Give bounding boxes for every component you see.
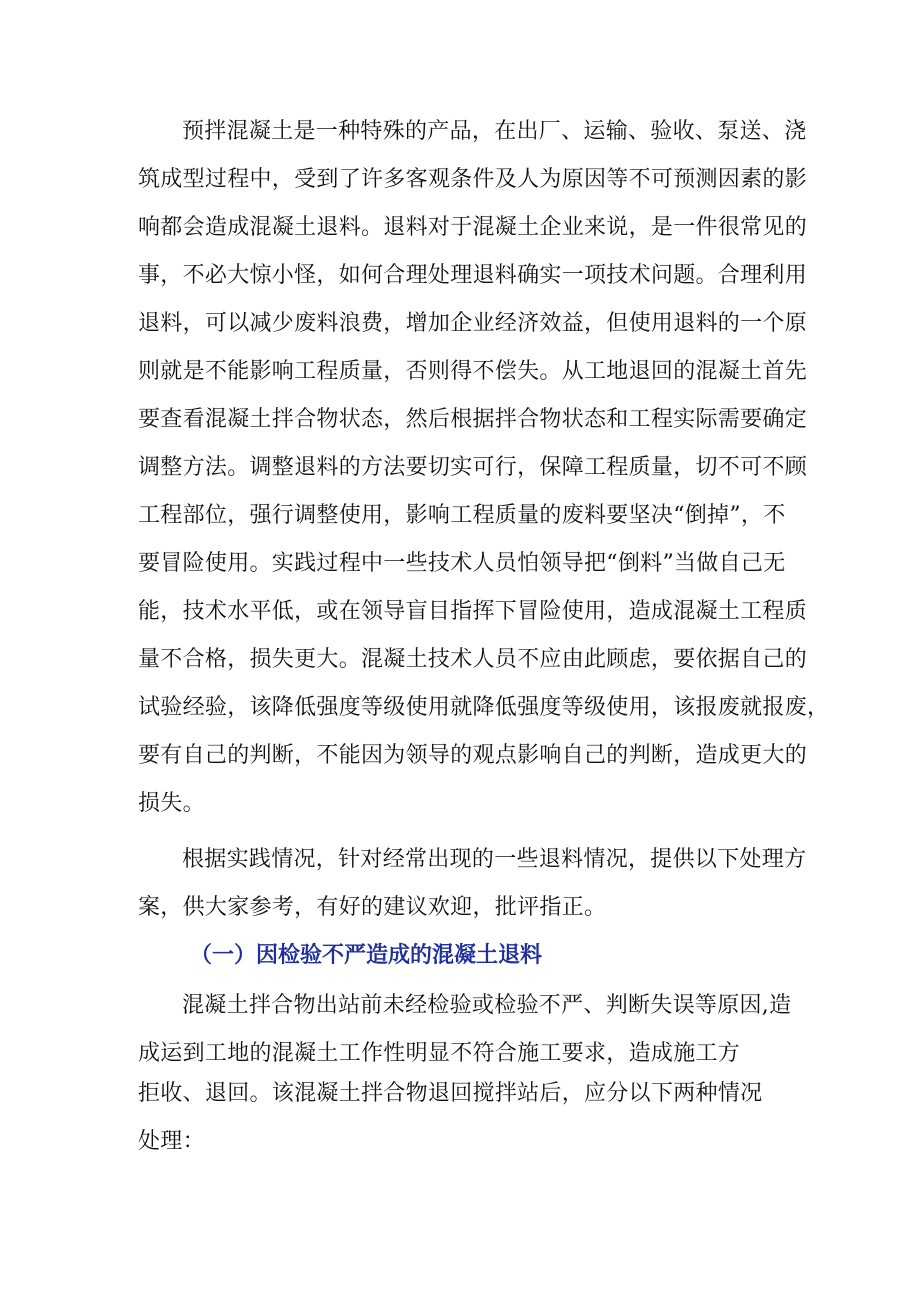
section-heading: （一）因检验不严造成的混凝土退料 <box>190 943 543 968</box>
text-line: 根据实践情况，针对经常出现的一些退料情况，提供以下处理方 <box>182 847 807 872</box>
text-line: 处理： <box>138 1129 205 1154</box>
text-line: 试验经验，该降低强度等级使用就降低强度等级使用，该报废就报废， <box>138 695 830 720</box>
text-line: 退料，可以减少废料浪费，增加企业经济效益，但使用退料的一个原 <box>138 311 808 336</box>
text-line: 要冒险使用。实践过程中一些技术人员怕领导把“倒料”当做自己无 <box>138 551 786 576</box>
text-line: 调整方法。调整退料的方法要切实可行，保障工程质量，切不可不顾 <box>138 455 808 480</box>
text-line: 预拌混凝土是一种特殊的产品，在出厂、运输、验收、泵送、浇 <box>182 119 807 144</box>
text-line: 工程部位，强行调整使用，影响工程质量的废料要坚决“倒掉”，不 <box>138 503 786 528</box>
text-line: 要有自己的判断，不能因为领导的观点影响自己的判断，造成更大的 <box>138 743 808 768</box>
text-line: 能，技术水平低，或在领导盲目指挥下冒险使用，造成混凝土工程质 <box>138 599 808 624</box>
text-line: 损失。 <box>138 791 205 816</box>
text-line: 案，供大家参考，有好的建议欢迎，批评指正。 <box>138 895 607 920</box>
text-line: 要查看混凝土拌合物状态，然后根据拌合物状态和工程实际需要确定 <box>138 407 808 432</box>
text-line: 混凝土拌合物出站前未经检验或检验不严、判断失误等原因,造 <box>182 993 792 1018</box>
text-line: 则就是不能影响工程质量，否则得不偿失。从工地退回的混凝土首先 <box>138 359 808 384</box>
text-line: 响都会造成混凝土退料。退料对于混凝土企业来说，是一件很常见的 <box>138 215 808 240</box>
text-line: 筑成型过程中，受到了许多客观条件及人为原因等不可预测因素的影 <box>138 167 808 192</box>
text-line: 拒收、退回。该混凝土拌合物退回搅拌站后，应分以下两种情况 <box>138 1081 763 1106</box>
text-line: 成运到工地的混凝土工作性明显不符合施工要求，造成施工方 <box>138 1041 741 1066</box>
text-line: 量不合格，损失更大。混凝土技术人员不应由此顾虑，要依据自己的 <box>138 647 808 672</box>
text-line: 事，不必大惊小怪，如何合理处理退料确实一项技术问题。合理利用 <box>138 263 808 288</box>
